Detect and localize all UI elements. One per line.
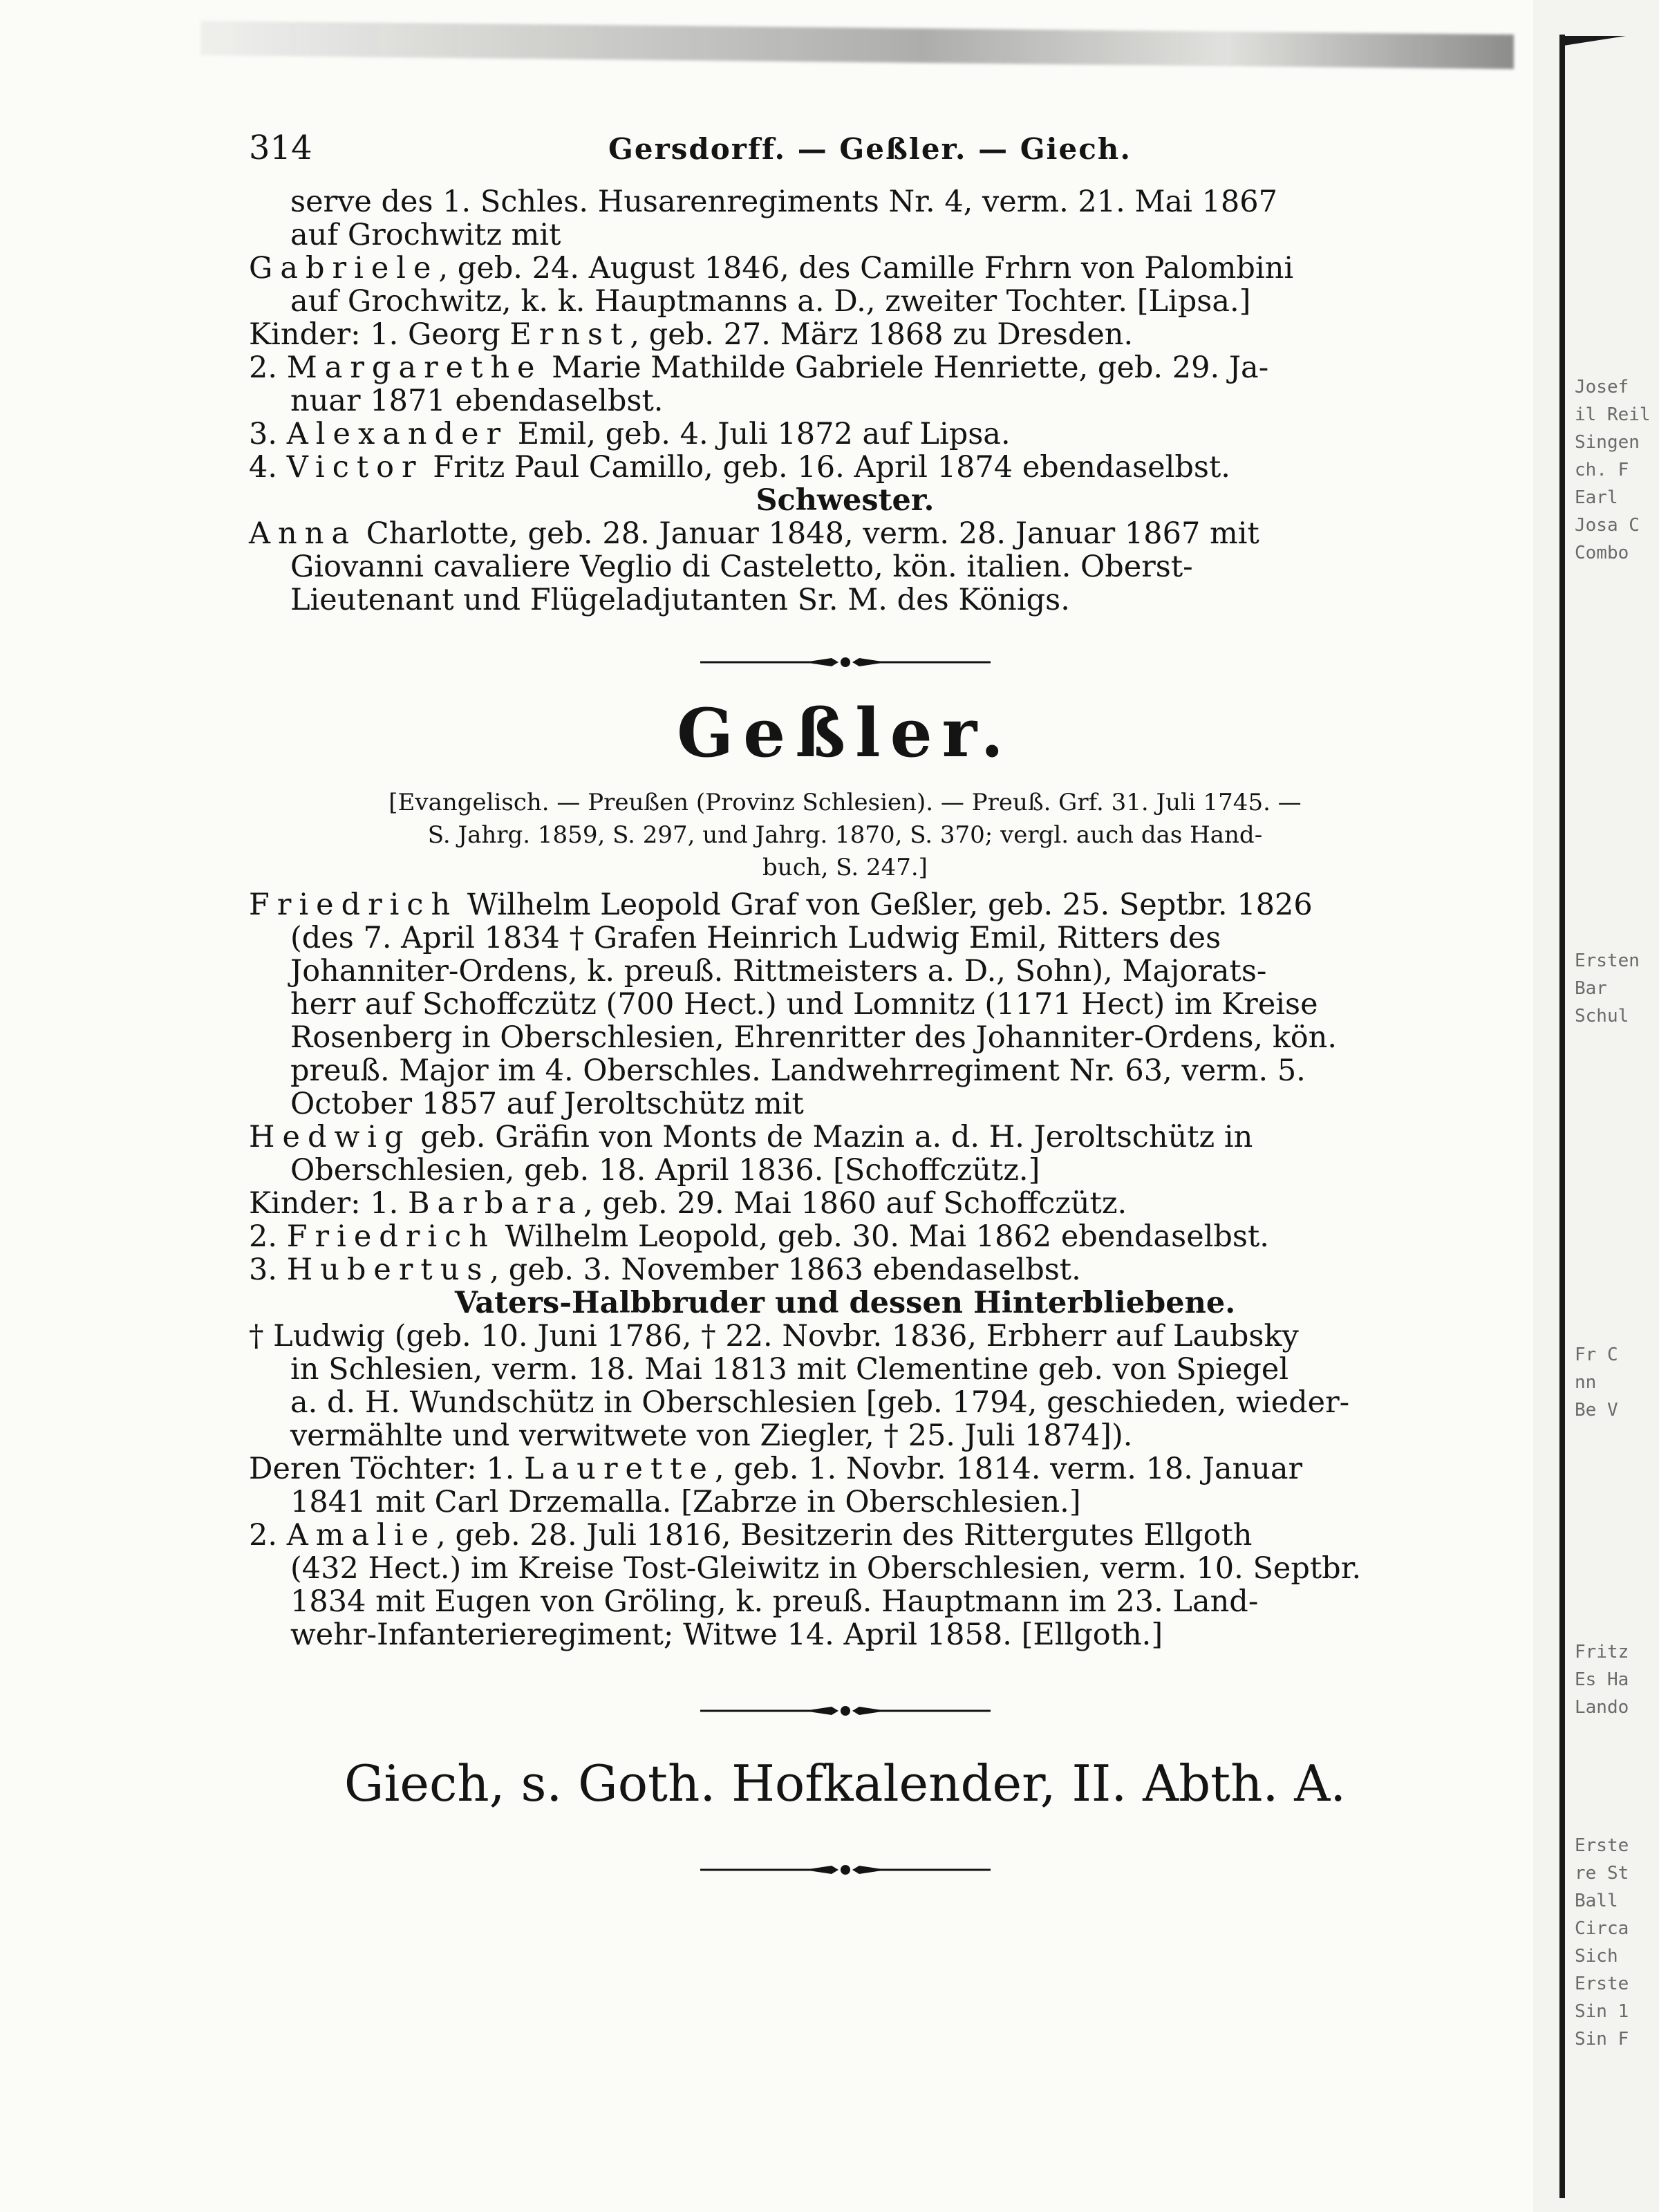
- gutter-rule: [1559, 35, 1565, 2198]
- person-name: Hedwig: [249, 1120, 411, 1154]
- page-number: 314: [249, 129, 312, 167]
- ornament-rule-icon: [700, 654, 991, 671]
- running-title: Gersdorff. — Geßler. — Giech.: [608, 132, 1132, 166]
- head-entry: Friedrich Wilhelm Leopold Graf von Geßler, geb. 25. Septbr. 1826: [249, 888, 1313, 922]
- person-name: Amalie: [286, 1518, 437, 1553]
- child-entry: 4. Victor Fritz Paul Camillo, geb. 16. April 1874 ebendaselbst.: [249, 450, 1230, 485]
- margin-fragment-4: Fritz Es Ha Lando: [1575, 1642, 1629, 1718]
- text-line: Rosenberg in Oberschlesien, Ehrenritter des Johanniter-Ordens, kön.: [290, 1020, 1338, 1055]
- info-line: buch, S. 247.]: [762, 854, 928, 881]
- child-entry: 2. Friedrich Wilhelm Leopold, geb. 30. Mai 1862 ebendaselbst.: [249, 1219, 1269, 1254]
- ornament-divider: [249, 1849, 1441, 1891]
- person-name: Alexander: [286, 417, 509, 451]
- person-name: Gabriele: [249, 251, 439, 285]
- text-line: serve des 1. Schles. Husarenregiments Nr. 4, verm. 21. Mai 1867: [290, 185, 1277, 219]
- ornament-rule-icon: [700, 1703, 991, 1719]
- text-line: auf Grochwitz, k. k. Hauptmanns a. D., zweiter Tochter. [Lipsa.]: [290, 284, 1251, 319]
- ornament-divider: [249, 1690, 1441, 1732]
- person-name: Friedrich: [286, 1219, 496, 1254]
- person-name: Victor: [286, 450, 424, 485]
- daughter-entry: 2. Amalie, geb. 28. Juli 1816, Besitzerin des Rittergutes Ellgoth: [249, 1518, 1253, 1553]
- text-line: nuar 1871 ebendaselbst.: [290, 384, 664, 418]
- person-name: Laurette: [524, 1452, 715, 1486]
- text-line: Giovanni cavaliere Veglio di Casteletto, kön. italien. Oberst-: [290, 550, 1193, 584]
- child-entry: 3. Hubertus, geb. 3. November 1863 ebendaselbst.: [249, 1253, 1081, 1287]
- sister-entry: Anna Charlotte, geb. 28. Januar 1848, verm. 28. Januar 1867 mit: [249, 516, 1259, 551]
- text-line: Oberschlesien, geb. 18. April 1836. [Schoffczütz.]: [290, 1153, 1040, 1188]
- text-line: auf Grochwitz mit: [290, 218, 561, 252]
- margin-fragment-5: Erste re St Ball Circa Sich Erste Sin 1 Sin F: [1575, 1835, 1629, 2050]
- gersdorff-entry: [249, 185, 1441, 617]
- ornament-rule-icon: [700, 1862, 991, 1878]
- text-line: 1834 mit Eugen von Gröling, k. preuß. Hauptmann im 23. Land-: [290, 1584, 1259, 1619]
- info-line: S. Jahrg. 1859, S. 297, und Jahrg. 1870, S. 370; vergl. auch das Hand-: [427, 821, 1263, 849]
- book-page: [249, 131, 1441, 1891]
- text-line: 1841 mit Carl Drzemalla. [Zabrze in Oberschlesien.]: [290, 1485, 1081, 1519]
- gessler-entry: [249, 787, 1441, 1651]
- text-line: wehr-Infanterieregiment; Witwe 14. April 1858. [Ellgoth.]: [290, 1618, 1163, 1652]
- margin-fragment-2: Ersten Bar Schul: [1575, 950, 1640, 1027]
- text-line: October 1857 auf Jeroltschütz mit: [290, 1087, 804, 1121]
- page-header: [249, 131, 1441, 166]
- child-entry: Kinder: 1. Georg Ernst, geb. 27. März 1868 zu Dresden.: [249, 317, 1134, 352]
- text-line: in Schlesien, verm. 18. Mai 1813 mit Clementine geb. von Spiegel: [290, 1352, 1289, 1387]
- family-title: Geßler.: [677, 694, 1013, 772]
- daughter-entry: Deren Töchter: 1. Laurette, geb. 1. Novbr. 1814. verm. 18. Januar: [249, 1452, 1303, 1486]
- person-name: Margarethe: [286, 350, 543, 385]
- margin-fragment-1: Josef il Reil Singen ch. F Earl Josa C Combo: [1575, 377, 1651, 563]
- person-name: Barbara: [407, 1186, 584, 1221]
- spouse-entry: Gabriele, geb. 24. August 1846, des Camille Frhrn von Palombini: [249, 251, 1294, 285]
- text-line: preuß. Major im 4. Oberschles. Landwehrregiment Nr. 63, verm. 5.: [290, 1053, 1306, 1088]
- gutter-corner-mark: [1564, 36, 1626, 46]
- ludwig-entry: † Ludwig (geb. 10. Juni 1786, † 22. Novbr. 1836, Erbherr auf Laubsky: [249, 1319, 1299, 1353]
- text-line: vermählte und verwitwete von Ziegler, † 25. Juli 1874]).: [290, 1418, 1133, 1453]
- child-entry: Kinder: 1. Barbara, geb. 29. Mai 1860 auf Schoffczütz.: [249, 1186, 1127, 1221]
- person-name: Anna: [249, 516, 357, 551]
- info-line: [Evangelisch. — Preußen (Provinz Schlesien). — Preuß. Grf. 31. Juli 1745. —: [388, 789, 1302, 816]
- text-line: Lieutenant und Flügeladjutanten Sr. M. des Königs.: [290, 583, 1070, 617]
- margin-fragment-3: Fr C nn Be V: [1575, 1344, 1618, 1421]
- person-name: Hubertus: [286, 1253, 490, 1287]
- child-entry: 3. Alexander Emil, geb. 4. Juli 1872 auf Lipsa.: [249, 417, 1011, 451]
- text-line: a. d. H. Wundschütz in Oberschlesien [geb. 1794, geschieden, wieder-: [290, 1385, 1350, 1420]
- child-entry: 2. Margarethe Marie Mathilde Gabriele Henriette, geb. 29. Ja-: [249, 350, 1269, 385]
- text-line: Johanniter-Ordens, k. preuß. Rittmeisters a. D., Sohn), Majorats-: [290, 954, 1267, 988]
- person-name: Ernst: [509, 317, 630, 352]
- section-subheading: Vaters-Halbbruder und dessen Hinterbliebene.: [454, 1286, 1236, 1320]
- text-line: (des 7. April 1834 † Grafen Heinrich Ludwig Emil, Ritters des: [290, 921, 1221, 955]
- section-subheading: Schwester.: [756, 483, 935, 518]
- scan-noise: [200, 21, 1514, 69]
- text-line: (432 Hect.) im Kreise Tost-Gleiwitz in Oberschlesien, verm. 10. Septbr.: [290, 1551, 1362, 1586]
- person-name: Friedrich: [249, 888, 458, 922]
- ornament-divider: [249, 641, 1441, 683]
- text-line: herr auf Schoffczütz (700 Hect.) und Lomnitz (1171 Hect) im Kreise: [290, 987, 1318, 1022]
- spouse-entry: Hedwig geb. Gräfin von Monts de Mazin a. d. H. Jeroltschütz in: [249, 1120, 1253, 1154]
- giech-reference: Giech, s. Goth. Hofkalender, II. Abth. A.: [344, 1754, 1347, 1812]
